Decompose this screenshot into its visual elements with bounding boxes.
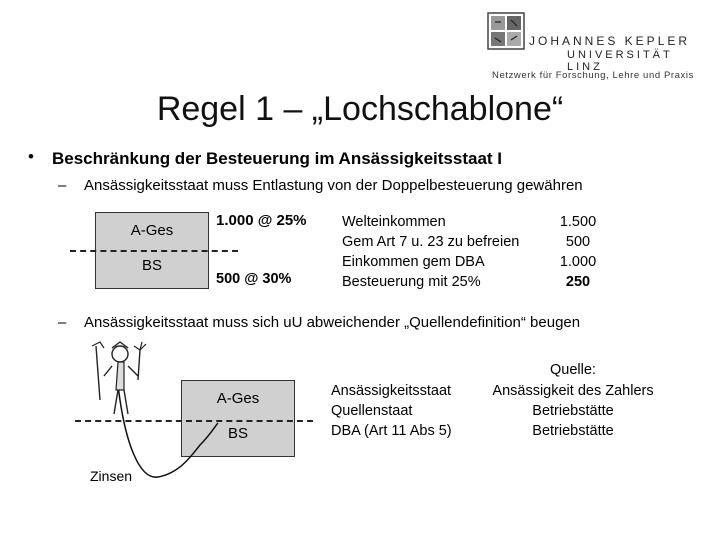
comparison-right-3: Betriebstätte [532, 423, 614, 439]
calc-label: Welteinkommen [342, 214, 446, 230]
table-row [342, 212, 602, 232]
label-bs-rate: 500 @ 30% [216, 271, 292, 287]
label-a-ges-rate: 1.000 @ 25% [216, 212, 307, 229]
box-bs-2-label: BS [227, 425, 248, 442]
sub-bullet-2: Ansässigkeitsstaat muss sich uU abweichender „Quellendefinition“ beugen [84, 314, 581, 331]
border-line-1 [70, 250, 238, 252]
table-row [342, 252, 602, 272]
source-header: Quelle: [550, 362, 596, 378]
calc-label: Besteuerung mit 25% [342, 274, 481, 290]
slide-title: Regel 1 – „Lochschablone“ [156, 90, 564, 128]
calc-value: 500 [565, 234, 591, 250]
box-bs-1 [95, 252, 209, 289]
bullet-marker: • [28, 147, 34, 166]
box-a-ges-1 [95, 212, 209, 254]
comparison-left-1: Ansässigkeitsstaat [331, 383, 452, 399]
calc-label: Einkommen gem DBA [342, 254, 485, 270]
calc-value: 1.500 [559, 214, 597, 230]
comparison-left-3: DBA (Art 11 Abs 5) [331, 423, 452, 439]
main-bullet-text: Beschränkung der Besteuerung im Ansässigkeitsstaat I [52, 149, 503, 168]
calc-value: 1.000 [559, 254, 597, 270]
calc-label: Gem Art 7 u. 23 zu befreien [342, 234, 520, 250]
box-a-ges-1-label: A-Ges [130, 222, 174, 239]
university-crest-icon [487, 12, 525, 50]
table-row [342, 272, 602, 292]
sub-dash-2: – [58, 314, 67, 331]
comparison-left-2: Quellenstaat [331, 403, 413, 419]
sub-dash-1: – [58, 177, 67, 194]
sub-bullet-1: Ansässigkeitsstaat muss Entlastung von der Doppelbesteuerung gewähren [84, 177, 583, 194]
university-logo [487, 12, 707, 81]
logo-line-2: UNIVERSITÄT LINZ [567, 49, 673, 73]
calculation-table [342, 212, 602, 292]
box-a-ges-2-label: A-Ges [216, 390, 260, 407]
table-row [342, 232, 602, 252]
comparison-right-1: Ansässigkeit des Zahlers [492, 383, 654, 399]
zinsen-label: Zinsen [90, 468, 133, 484]
logo-line-1: JOHANNES KEPLER [529, 34, 691, 48]
comparison-right-2: Betriebstätte [532, 403, 614, 419]
calc-value: 250 [565, 274, 591, 290]
box-bs-1-label: BS [141, 257, 162, 274]
logo-tagline: Netzwerk für Forschung, Lehre und Praxis [492, 70, 694, 81]
tax-collector-figure-icon [82, 340, 162, 418]
